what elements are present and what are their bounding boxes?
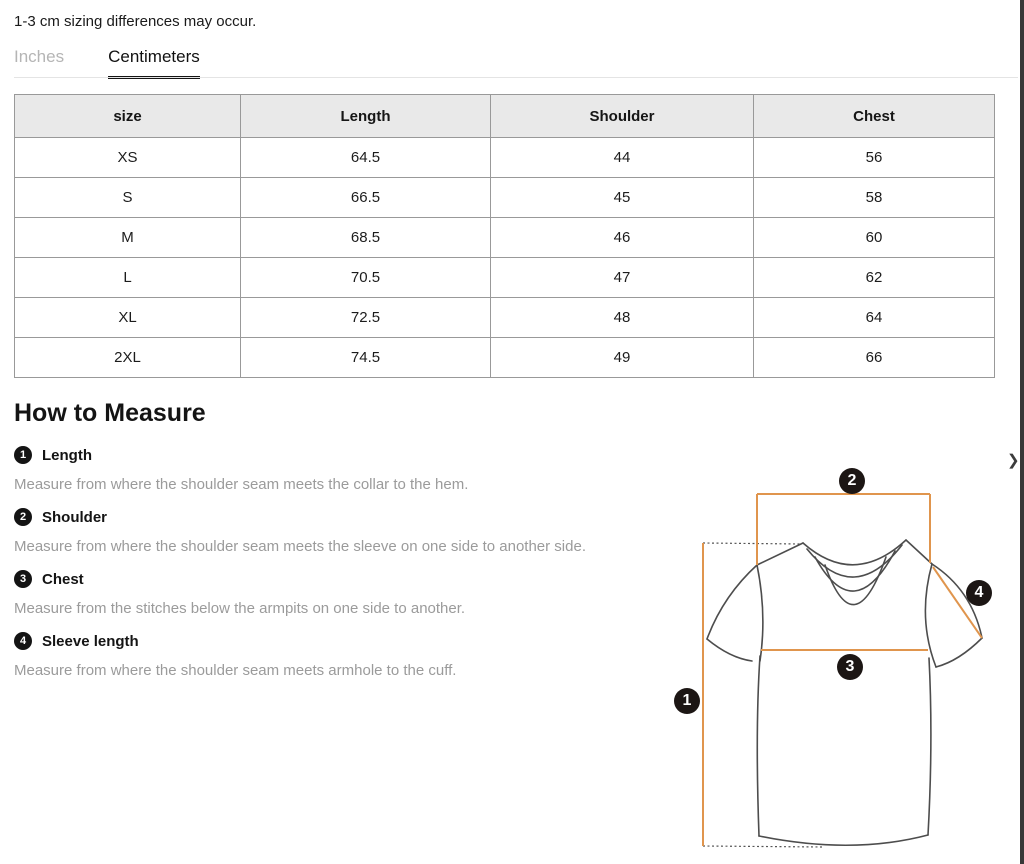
measure-item-label: Shoulder xyxy=(42,508,108,526)
table-row xyxy=(15,258,995,298)
measure-item-label: Sleeve length xyxy=(42,632,139,650)
sizing-note: 1-3 cm sizing differences may occur. xyxy=(14,13,257,30)
table-cell: 70.5 xyxy=(241,258,491,298)
measure-item-description: Measure from where the shoulder seam meets armhole to the cuff. xyxy=(14,662,457,679)
table-cell: 2XL xyxy=(15,338,241,378)
measure-item-description: Measure from the stitches below the armpits on one side to another. xyxy=(14,600,466,617)
column-header-chest: Chest xyxy=(754,95,995,138)
measure-item-description: Measure from where the shoulder seam meets the sleeve on one side to another side. xyxy=(14,538,586,555)
table-header-row xyxy=(15,95,995,138)
table-cell: 64.5 xyxy=(241,138,491,178)
measure-item-label: Chest xyxy=(42,570,84,588)
table-row xyxy=(15,178,995,218)
measure-item-length xyxy=(14,446,644,464)
carousel-next-icon[interactable]: ❯ xyxy=(1007,452,1020,469)
measure-item-sleeve-length xyxy=(14,632,644,650)
table-cell: 72.5 xyxy=(241,298,491,338)
column-header-length: Length xyxy=(241,95,491,138)
table-cell: XL xyxy=(15,298,241,338)
table-cell: 47 xyxy=(491,258,754,298)
diagram-badge-sleeve: 4 xyxy=(966,580,992,606)
diagram-badge-chest: 3 xyxy=(837,654,863,680)
table-cell: 74.5 xyxy=(241,338,491,378)
how-to-measure-title: How to Measure xyxy=(14,399,206,427)
measure-item-label: Length xyxy=(42,446,92,464)
size-chart-table xyxy=(14,94,995,378)
unit-tabs xyxy=(14,47,200,79)
diagram-badge-shoulder: 2 xyxy=(839,468,865,494)
table-cell: 60 xyxy=(754,218,995,258)
table-cell: M xyxy=(15,218,241,258)
table-cell: 66 xyxy=(754,338,995,378)
number-3-badge: 3 xyxy=(14,570,32,588)
tab-inches[interactable]: Inches xyxy=(14,47,65,66)
diagram-badge-length: 1 xyxy=(674,688,700,714)
column-header-shoulder: Shoulder xyxy=(491,95,754,138)
tshirt-diagram xyxy=(660,446,1020,864)
measure-item-shoulder xyxy=(14,508,644,526)
table-cell: XS xyxy=(15,138,241,178)
table-cell: 44 xyxy=(491,138,754,178)
table-cell: 45 xyxy=(491,178,754,218)
table-row xyxy=(15,298,995,338)
table-cell: 68.5 xyxy=(241,218,491,258)
measure-item-description: Measure from where the shoulder seam meets the collar to the hem. xyxy=(14,476,469,493)
table-row xyxy=(15,338,995,378)
table-row xyxy=(15,138,995,178)
number-2-badge: 2 xyxy=(14,508,32,526)
number-4-badge: 4 xyxy=(14,632,32,650)
table-cell: 66.5 xyxy=(241,178,491,218)
table-cell: 62 xyxy=(754,258,995,298)
measure-list xyxy=(14,446,644,694)
scrollbar[interactable] xyxy=(1020,0,1024,864)
table-cell: 48 xyxy=(491,298,754,338)
tshirt-svg xyxy=(660,446,1020,864)
table-cell: S xyxy=(15,178,241,218)
measure-item-chest xyxy=(14,570,644,588)
table-cell: 58 xyxy=(754,178,995,218)
table-cell: 46 xyxy=(491,218,754,258)
table-row xyxy=(15,218,995,258)
tab-centimeters[interactable]: Centimeters xyxy=(108,47,200,79)
table-cell: 56 xyxy=(754,138,995,178)
table-cell: 64 xyxy=(754,298,995,338)
table-cell: L xyxy=(15,258,241,298)
number-1-badge: 1 xyxy=(14,446,32,464)
table-cell: 49 xyxy=(491,338,754,378)
tabs-divider xyxy=(14,77,1018,78)
column-header-size: size xyxy=(15,95,241,138)
